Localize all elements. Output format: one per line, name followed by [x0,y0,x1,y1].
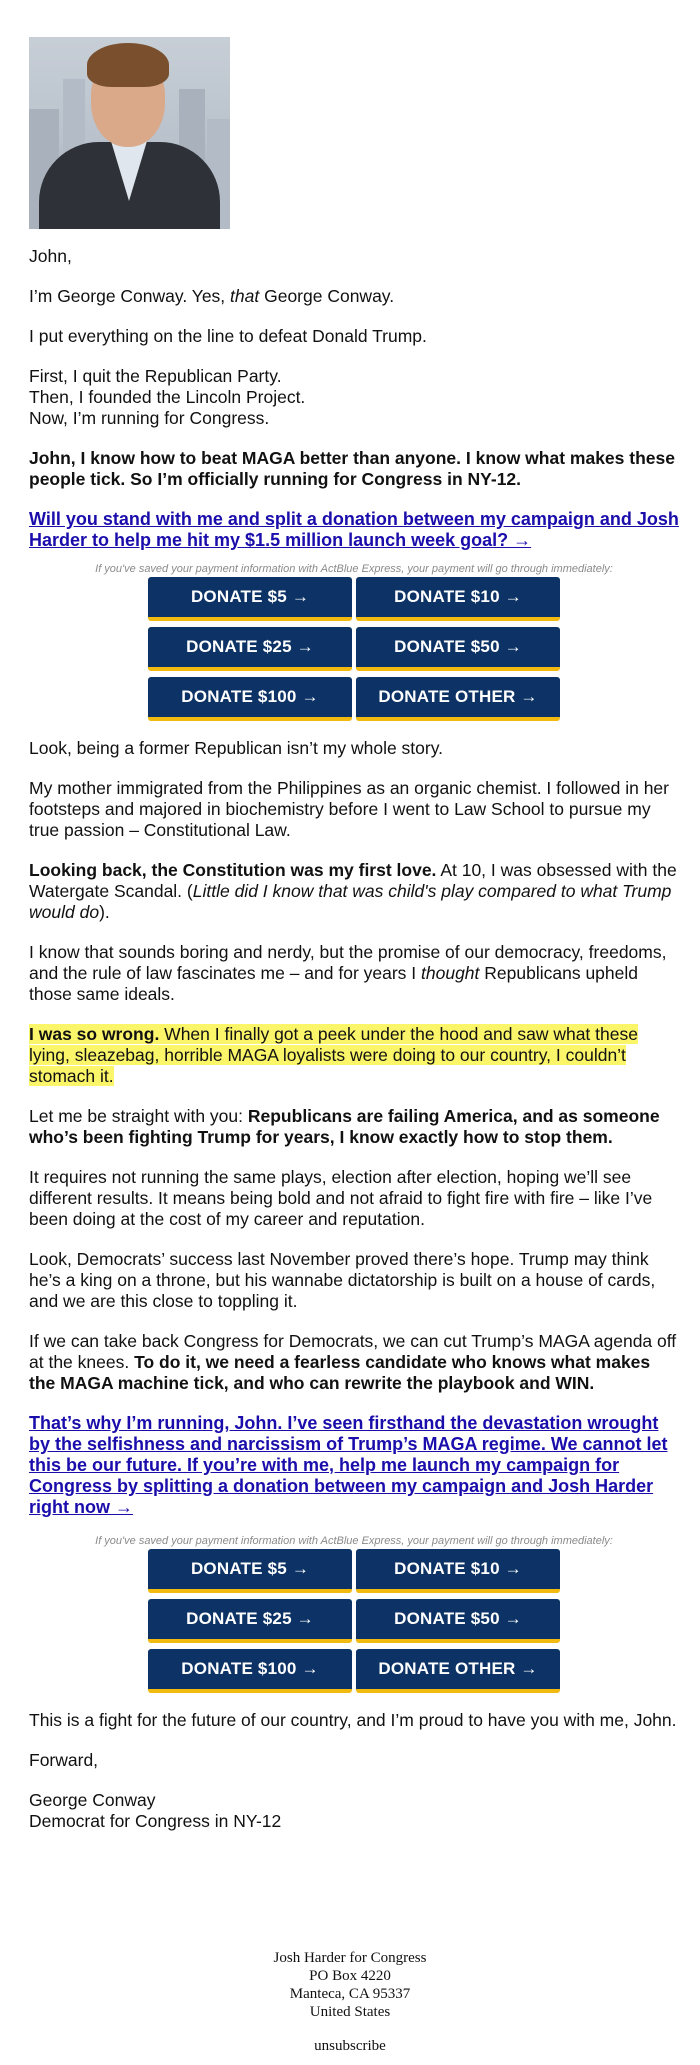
nerdy-paragraph: I know that sounds boring and nerdy, but the promise of our democracy, freedoms, and the rule of law fascinates me – and for years I thought Republicans upheld those same ideals. [29,942,667,1004]
donate-25-button[interactable]: DONATE $25 → [148,1599,352,1643]
intro-paragraph: I’m George Conway. Yes, that George Conway. [29,286,395,306]
signature [29,1790,679,1832]
signature-title: Democrat for Congress in NY-12 [29,1811,282,1831]
mother-paragraph: My mother immigrated from the Philippines as an organic chemist. I followed in her footsteps and majored in biochemistry before I went to Law School to pursue my true passion – Constitutional Law. [29,778,669,840]
greeting: John, [29,246,72,266]
donate-other-button[interactable]: DONATE OTHER → [356,677,560,721]
signature-name: George Conway [29,1790,156,1810]
donate-10-button[interactable]: DONATE $10 → [356,577,560,621]
story-paragraph: Look, being a former Republican isn’t my whole story. [29,738,444,758]
footer-address [0,1949,700,2021]
constitution-paragraph: Looking back, the Constitution was my first love. At 10, I was obsessed with the Watergate Scandal. (Little did I know that was child's play compared to what Trump would do). [29,860,677,922]
footer-country: United States [309,2004,391,2020]
actblue-note: If you've saved your payment information with ActBlue Express, your payment will go through immediately: [95,1535,613,1547]
donate-block-2 [29,1535,679,1693]
unsubscribe-link[interactable]: unsubscribe [314,2038,386,2054]
hope-paragraph: Look, Democrats’ success last November proved there’s hope. Trump may think he’s a king on a throne, but his wannabe dictatorship is built on a house of cards, and we are this close to toppling it. [29,1249,656,1311]
donate-100-button[interactable]: DONATE $100 → [148,1649,352,1693]
footer-org: Josh Harder for Congress [273,1950,427,1966]
fight-paragraph: This is a fight for the future of our country, and I’m proud to have you with me, John. [29,1710,677,1730]
donate-5-button[interactable]: DONATE $5 → [148,1549,352,1593]
donate-block-1 [29,563,679,721]
wrong-paragraph: I was so wrong. When I finally got a peek under the hood and saw what these lying, sleazebag, horrible MAGA loyalists were doing to our country, I couldn’t stomach it. [29,1024,638,1086]
donate-link-2[interactable]: That’s why I’m running, John. I’ve seen firsthand the devastation wrought by the selfishness and narcissism of Trump’s MAGA regime. We cannot let this be our future. If you’re with me, help me launch my campaign for Congress by splitting a donation between my campaign and Josh Harder right now → [29,1413,668,1517]
footer-po-box: PO Box 4220 [309,1968,391,1984]
candidate-photo [29,37,230,229]
donate-100-button[interactable]: DONATE $100 → [148,677,352,721]
donate-10-button[interactable]: DONATE $10 → [356,1549,560,1593]
donate-50-button[interactable]: DONATE $50 → [356,627,560,671]
footer-city: Manteca, CA 95337 [289,1986,411,2002]
actblue-note: If you've saved your payment information with ActBlue Express, your payment will go through immediately: [95,563,613,575]
bold-intro-paragraph: John, I know how to beat MAGA better than anyone. I know what makes these people tick. So I’m officially running for Congress in NY-12. [29,448,675,489]
line-paragraph: I put everything on the line to defeat Donald Trump. [29,326,427,346]
plays-paragraph: It requires not running the same plays, election after election, hoping we’ll see different results. It means being bold and not afraid to fight fire with fire – like I’ve been doing at the cost of my career and reputation. [29,1167,653,1229]
steps-paragraph: First, I quit the Republican Party. Then, I founded the Lincoln Project. Now, I’m running for Congress. [29,366,306,428]
donate-other-button[interactable]: DONATE OTHER → [356,1649,560,1693]
donate-5-button[interactable]: DONATE $5 → [148,577,352,621]
email-body [29,37,679,1832]
congress-paragraph: If we can take back Congress for Democrats, we can cut Trump’s MAGA agenda off at the knees. To do it, we need a fearless candidate who knows what makes the MAGA machine tick, and who can rewrite the playbook and WIN. [29,1331,677,1393]
donate-25-button[interactable]: DONATE $25 → [148,627,352,671]
straight-paragraph: Let me be straight with you: Republicans are failing America, and as someone who’s been fighting Trump for years, I know exactly how to stop them. [29,1106,660,1147]
signoff: Forward, [29,1750,99,1770]
donate-50-button[interactable]: DONATE $50 → [356,1599,560,1643]
donate-link-1[interactable]: Will you stand with me and split a donation between my campaign and Josh Harder to help me hit my $1.5 million launch week goal? → [29,509,679,550]
